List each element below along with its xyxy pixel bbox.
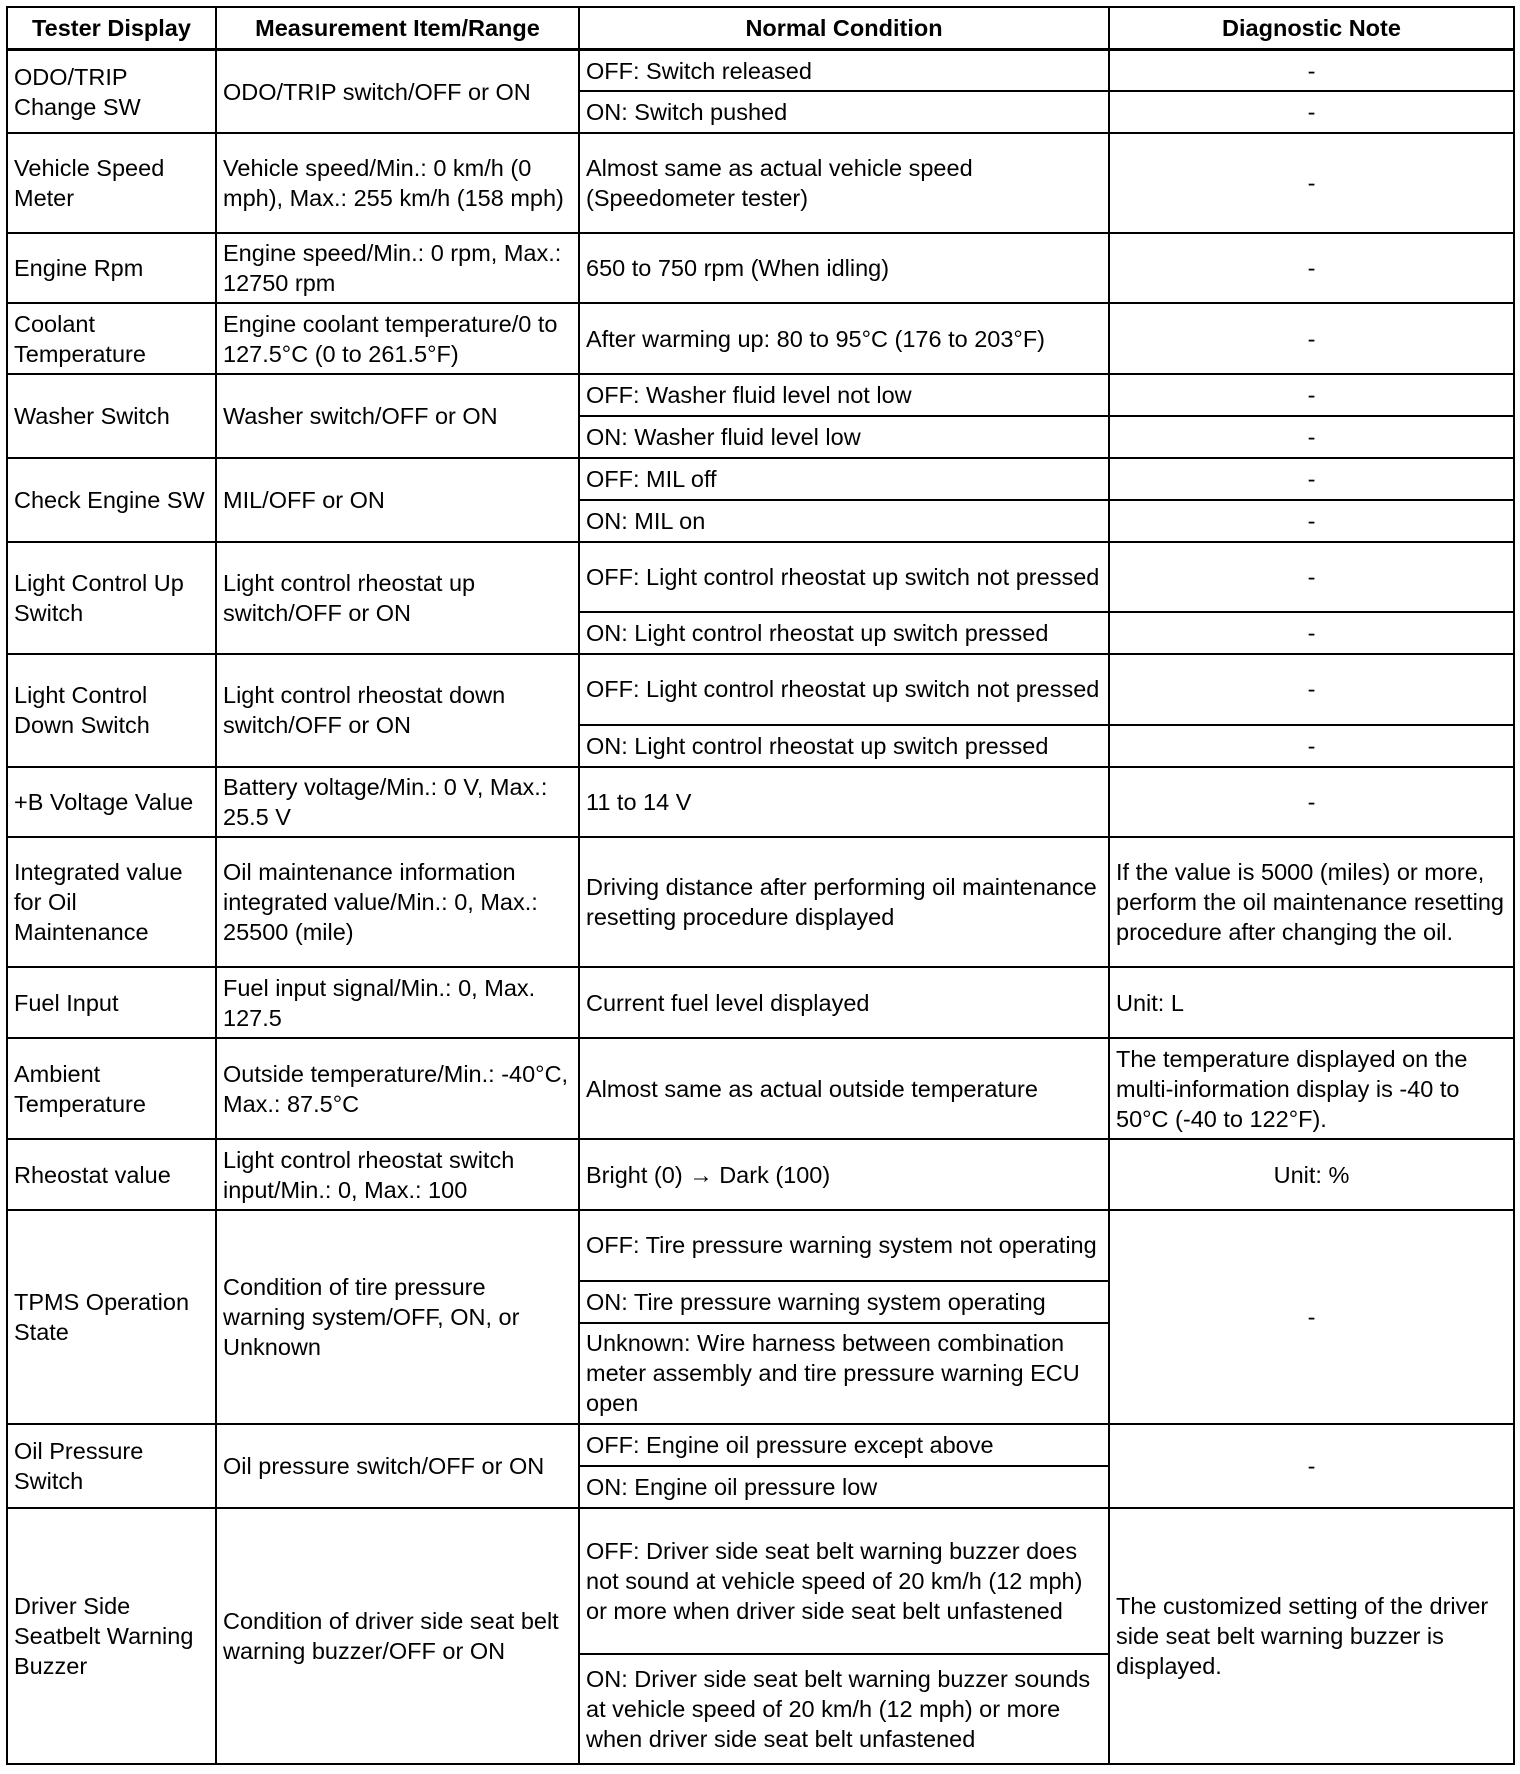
diagnostic-note-cell: The temperature displayed on the multi-information display is -40 to 50°C (-40 to 122°F). (1109, 1038, 1514, 1140)
tester-display-cell: Ambient Temperature (7, 1038, 216, 1140)
table-row (7, 1508, 1514, 1654)
normal-condition-cell: OFF: Engine oil pressure except above (579, 1424, 1109, 1466)
tester-display-cell: Integrated value for Oil Maintenance (7, 837, 216, 967)
normal-condition-cell: Current fuel level displayed (579, 967, 1109, 1038)
normal-condition-cell: ON: Engine oil pressure low (579, 1466, 1109, 1508)
table-row (7, 1424, 1514, 1466)
table-row (7, 767, 1514, 838)
diagnostic-note-cell: - (1109, 374, 1514, 416)
measurement-item-cell: MIL/OFF or ON (216, 458, 579, 542)
diagnostic-note-cell: - (1109, 233, 1514, 304)
tester-display-cell: Washer Switch (7, 374, 216, 458)
tester-display-cell: Light Control Up Switch (7, 542, 216, 655)
table-row (7, 458, 1514, 500)
header-measurement-item: Measurement Item/Range (216, 7, 579, 50)
normal-condition-cell: 11 to 14 V (579, 767, 1109, 838)
diagnostic-note-cell: - (1109, 303, 1514, 374)
normal-condition-cell: ON: Light control rheostat up switch pressed (579, 725, 1109, 767)
table-row (7, 303, 1514, 374)
normal-condition-cell: Almost same as actual outside temperature (579, 1038, 1109, 1140)
diagnostic-note-cell: - (1109, 50, 1514, 92)
normal-condition-cell: After warming up: 80 to 95°C (176 to 203°F) (579, 303, 1109, 374)
tester-display-cell: Oil Pressure Switch (7, 1424, 216, 1508)
normal-condition-cell: OFF: Switch released (579, 50, 1109, 92)
tester-display-cell: Vehicle Speed Meter (7, 133, 216, 232)
normal-condition-cell: 650 to 750 rpm (When idling) (579, 233, 1109, 304)
normal-condition-cell: OFF: Light control rheostat up switch not pressed (579, 542, 1109, 613)
diagnostic-note-cell: - (1109, 1210, 1514, 1424)
tester-display-cell: Engine Rpm (7, 233, 216, 304)
diagnostic-note-cell: - (1109, 767, 1514, 838)
diagnostic-note-cell: - (1109, 654, 1514, 725)
normal-condition-cell: Driving distance after performing oil maintenance resetting procedure displayed (579, 837, 1109, 967)
tester-display-cell: ODO/TRIP Change SW (7, 50, 216, 134)
measurement-item-cell: Light control rheostat switch input/Min.: 0, Max.: 100 (216, 1139, 579, 1210)
tester-display-cell: Light Control Down Switch (7, 654, 216, 767)
table-row (7, 837, 1514, 967)
measurement-item-cell: Condition of driver side seat belt warning buzzer/OFF or ON (216, 1508, 579, 1764)
measurement-item-cell: Oil pressure switch/OFF or ON (216, 1424, 579, 1508)
tester-display-cell: Coolant Temperature (7, 303, 216, 374)
tester-display-cell: TPMS Operation State (7, 1210, 216, 1424)
normal-condition-cell: ON: Washer fluid level low (579, 416, 1109, 458)
normal-condition-cell: OFF: Washer fluid level not low (579, 374, 1109, 416)
normal-condition-cell: OFF: Tire pressure warning system not operating (579, 1210, 1109, 1281)
measurement-item-cell: Engine coolant temperature/0 to 127.5°C (0 to 261.5°F) (216, 303, 579, 374)
measurement-item-cell: ODO/TRIP switch/OFF or ON (216, 50, 579, 134)
tester-display-cell: Check Engine SW (7, 458, 216, 542)
measurement-item-cell: Vehicle speed/Min.: 0 km/h (0 mph), Max.: 255 km/h (158 mph) (216, 133, 579, 232)
diagnostic-note-cell: - (1109, 91, 1514, 133)
table-row (7, 374, 1514, 416)
table-row (7, 967, 1514, 1038)
normal-condition-cell: Unknown: Wire harness between combination meter assembly and tire pressure warning ECU open (579, 1323, 1109, 1425)
normal-condition-cell: ON: Driver side seat belt warning buzzer sounds at vehicle speed of 20 km/h (12 mph) or more when driver side seat belt unfastened (579, 1654, 1109, 1764)
normal-condition-cell: ON: MIL on (579, 500, 1109, 542)
table-row (7, 133, 1514, 232)
tester-display-cell: Fuel Input (7, 967, 216, 1038)
normal-condition-cell: OFF: Light control rheostat up switch not pressed (579, 654, 1109, 725)
diagnostic-table (6, 6, 1515, 1765)
table-row (7, 50, 1514, 92)
header-diagnostic-note: Diagnostic Note (1109, 7, 1514, 50)
diagnostic-note-cell: - (1109, 612, 1514, 654)
header-normal-condition: Normal Condition (579, 7, 1109, 50)
measurement-item-cell: Engine speed/Min.: 0 rpm, Max.: 12750 rpm (216, 233, 579, 304)
header-tester-display: Tester Display (7, 7, 216, 50)
normal-condition-cell: OFF: Driver side seat belt warning buzzer does not sound at vehicle speed of 20 km/h (12 mph) or more when driver side seat belt unfastened (579, 1508, 1109, 1654)
measurement-item-cell: Light control rheostat up switch/OFF or ON (216, 542, 579, 655)
diagnostic-note-cell: Unit: % (1109, 1139, 1514, 1210)
diagnostic-note-cell: If the value is 5000 (miles) or more, perform the oil maintenance resetting procedure after changing the oil. (1109, 837, 1514, 967)
diagnostic-note-cell: - (1109, 542, 1514, 613)
measurement-item-cell: Light control rheostat down switch/OFF or ON (216, 654, 579, 767)
measurement-item-cell: Outside temperature/Min.: -40°C, Max.: 87.5°C (216, 1038, 579, 1140)
normal-condition-cell: Bright (0) → Dark (100) (579, 1139, 1109, 1210)
normal-condition-cell: Almost same as actual vehicle speed (Speedometer tester) (579, 133, 1109, 232)
table-row (7, 1210, 1514, 1281)
header-row (7, 7, 1514, 50)
diagnostic-note-cell: Unit: L (1109, 967, 1514, 1038)
diagnostic-note-cell: - (1109, 416, 1514, 458)
diagnostic-note-cell: - (1109, 500, 1514, 542)
measurement-item-cell: Oil maintenance information integrated value/Min.: 0, Max.: 25500 (mile) (216, 837, 579, 967)
diagnostic-note-cell: - (1109, 1424, 1514, 1508)
diagnostic-note-cell: - (1109, 725, 1514, 767)
tester-display-cell: Driver Side Seatbelt Warning Buzzer (7, 1508, 216, 1764)
normal-condition-cell: OFF: MIL off (579, 458, 1109, 500)
diagnostic-note-cell: The customized setting of the driver side seat belt warning buzzer is displayed. (1109, 1508, 1514, 1764)
table-row (7, 233, 1514, 304)
normal-condition-cell: ON: Switch pushed (579, 91, 1109, 133)
tester-display-cell: +B Voltage Value (7, 767, 216, 838)
measurement-item-cell: Condition of tire pressure warning system/OFF, ON, or Unknown (216, 1210, 579, 1424)
measurement-item-cell: Washer switch/OFF or ON (216, 374, 579, 458)
normal-condition-cell: ON: Tire pressure warning system operating (579, 1281, 1109, 1323)
diagnostic-note-cell: - (1109, 458, 1514, 500)
measurement-item-cell: Fuel input signal/Min.: 0, Max. 127.5 (216, 967, 579, 1038)
tester-display-cell: Rheostat value (7, 1139, 216, 1210)
diagnostic-note-cell: - (1109, 133, 1514, 232)
table-row (7, 542, 1514, 613)
table-row (7, 654, 1514, 725)
normal-condition-cell: ON: Light control rheostat up switch pressed (579, 612, 1109, 654)
measurement-item-cell: Battery voltage/Min.: 0 V, Max.: 25.5 V (216, 767, 579, 838)
table-row (7, 1038, 1514, 1140)
table-row (7, 1139, 1514, 1210)
